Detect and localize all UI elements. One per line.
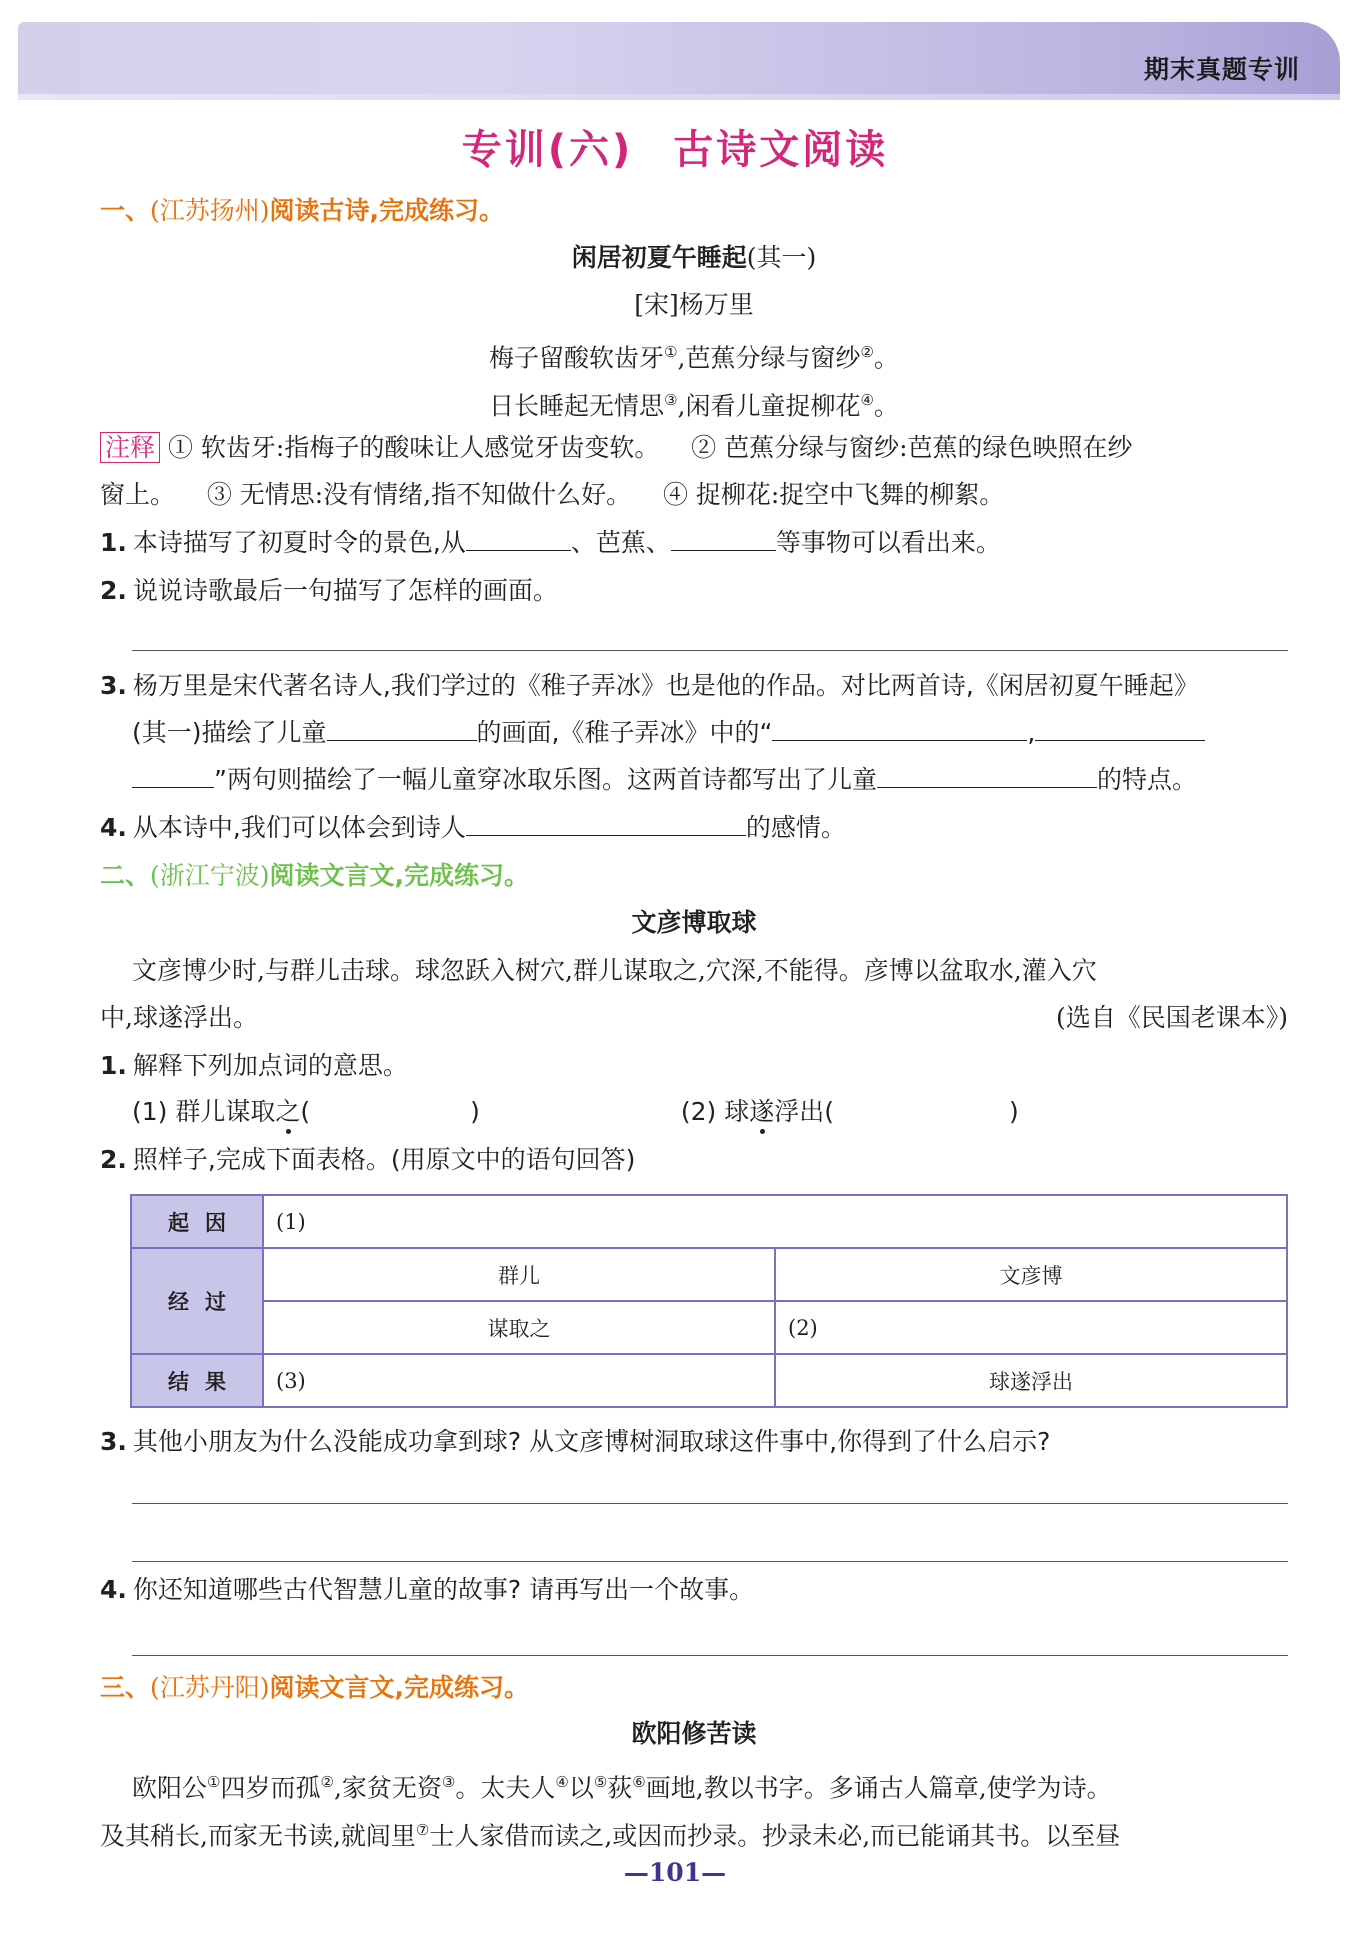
answer-blank[interactable] <box>466 810 746 836</box>
footnote-marker: ⑦ <box>415 1821 430 1839</box>
s2-question-1-items: (1) 群儿谋取之( ) (2) 球遂浮出( ) <box>132 1097 1019 1126</box>
answer-line[interactable] <box>132 1561 1288 1562</box>
story1-text-line2: 中,球遂浮出。 (选自《民国老课本》) <box>100 1000 1288 1036</box>
section3-heading: 三、(江苏丹阳)阅读文言文,完成练习。 <box>100 1673 530 1702</box>
s2-question-1: 1. 解释下列加点词的意思。 <box>100 1051 408 1080</box>
story1-title: 文彦博取球 <box>631 908 757 937</box>
poem1-line2: 日长睡起无情思③,闲看儿童捉柳花④。 <box>489 391 899 421</box>
row-head-process: 经过 <box>131 1248 263 1354</box>
footnote-marker: ① <box>207 1773 221 1791</box>
passage-text: 以 <box>568 1773 594 1803</box>
page-title <box>0 118 1350 175</box>
poem1-title: 闲居初夏午睡起(其一) <box>571 243 817 272</box>
story2-text-line2 <box>100 1812 1288 1854</box>
page-number: —101— <box>623 1858 727 1887</box>
table-row <box>131 1354 1287 1407</box>
s2-question-3: 3. 其他小朋友为什么没能成功拿到球? 从文彦博树洞取球这件事中,你得到了什么启示? <box>100 1427 1051 1456</box>
s1-question-2: 2. 说说诗歌最后一句描写了怎样的画面。 <box>100 576 558 605</box>
process-col-children: 群儿 <box>263 1248 775 1301</box>
section2-heading: 二、(浙江宁波)阅读文言文,完成练习。 <box>100 861 530 890</box>
story2-title: 欧阳修苦读 <box>631 1719 757 1748</box>
poem1-notes-cont: 窗上。 ③ 无情思:没有情绪,指不知做什么好。 ④ 捉柳花:捉空中飞舞的柳絮。 <box>100 480 1005 509</box>
footnote-marker: ② <box>320 1773 334 1791</box>
title-part2: 古诗文阅读 <box>673 127 889 173</box>
s2-question-2: 2. 照样子,完成下面表格。(用原文中的语句回答) <box>100 1145 636 1174</box>
title-part1: 专训(六) <box>461 127 634 173</box>
passage-text: 欧阳公 <box>132 1773 208 1803</box>
footnote-marker: ④ <box>555 1773 569 1791</box>
answer-line[interactable] <box>132 650 1288 651</box>
s2-question-4: 4. 你还知道哪些古代智慧儿童的故事? 请再写出一个故事。 <box>100 1575 755 1604</box>
passage-text: ,家贫无资 <box>333 1773 442 1803</box>
s1-question-4: 4. 从本诗中,我们可以体会到诗人 的感情。 <box>100 810 1288 846</box>
note-tag: 注释 <box>100 432 160 463</box>
cause-cell[interactable]: (1) <box>263 1195 1287 1248</box>
answer-blank[interactable] <box>671 525 776 551</box>
answer-blank[interactable] <box>132 762 214 788</box>
footnote-marker: ⑤ <box>593 1773 608 1791</box>
story1-source: (选自《民国老课本》) <box>1055 1003 1288 1032</box>
footnote-marker: ③ <box>441 1773 456 1791</box>
passage-text: 四岁而孤 <box>220 1773 321 1803</box>
header-banner <box>18 22 1340 94</box>
s1-question-3-cont2: ”两句则描绘了一幅儿童穿冰取乐图。这两首诗都写出了儿童 的特点。 <box>132 762 1288 798</box>
process-col-wenyanbo: 文彦博 <box>775 1248 1287 1301</box>
answer-blank[interactable] <box>1035 715 1205 741</box>
result-right-cell: 球遂浮出 <box>775 1354 1287 1407</box>
s1-question-3-cont: (其一)描绘了儿童 的画面,《稚子弄冰》中的“ , <box>132 715 1288 751</box>
passage-text: 。太夫人 <box>455 1773 556 1803</box>
passage-text: 士人家借而读之,或因而抄录。抄录未必,而已能诵其书。以至昼 <box>429 1821 1121 1851</box>
answer-blank[interactable] <box>327 715 477 741</box>
answer-blank[interactable] <box>466 525 571 551</box>
poem1-line1: 梅子留酸软齿牙①,芭蕉分绿与窗纱②。 <box>489 343 899 373</box>
process-wenyanbo-action[interactable]: (2) <box>775 1301 1287 1354</box>
table-row <box>131 1195 1287 1248</box>
footnote-marker: ⑥ <box>632 1773 646 1791</box>
poem1-notes: 注释 ① 软齿牙:指梅子的酸味让人感觉牙齿变软。 ② 芭蕉分绿与窗纱:芭蕉的绿色映照在纱 <box>100 430 1288 466</box>
poem1-author: [宋]杨万里 <box>634 290 754 319</box>
s1-question-3: 3. 杨万里是宋代著名诗人,我们学过的《稚子弄冰》也是他的作品。对比两首诗,《闲居初夏午睡起》 <box>100 671 1199 700</box>
passage-text: 画地,教以书字。多诵古人篇章,使学为诗。 <box>645 1773 1112 1803</box>
row-head-cause: 起因 <box>131 1195 263 1248</box>
story1-text-line1: 文彦博少时,与群儿击球。球忽跃入树穴,群儿谋取之,穴深,不能得。彦博以盆取水,灌入穴 <box>132 956 1097 985</box>
result-left-cell[interactable]: (3) <box>263 1354 775 1407</box>
s1-question-1: 1. 本诗描写了初夏时令的景色,从 、芭蕉、 等事物可以看出来。 <box>100 525 1288 561</box>
answer-blank[interactable] <box>772 715 1027 741</box>
table-row <box>131 1301 1287 1354</box>
section1-heading: 一、(江苏扬州)阅读古诗,完成练习。 <box>100 196 505 225</box>
story-table <box>130 1194 1288 1408</box>
answer-blank[interactable] <box>877 762 1097 788</box>
story2-text-line1 <box>132 1764 1288 1806</box>
header-label: 期末真题专训 <box>1143 55 1300 84</box>
answer-line[interactable] <box>132 1655 1288 1656</box>
answer-line[interactable] <box>132 1503 1288 1504</box>
process-children-action: 谋取之 <box>263 1301 775 1354</box>
row-head-result: 结果 <box>131 1354 263 1407</box>
table-row <box>131 1248 1287 1301</box>
passage-text: 荻 <box>607 1773 633 1803</box>
passage-text: 及其稍长,而家无书读,就闾里 <box>100 1821 416 1851</box>
